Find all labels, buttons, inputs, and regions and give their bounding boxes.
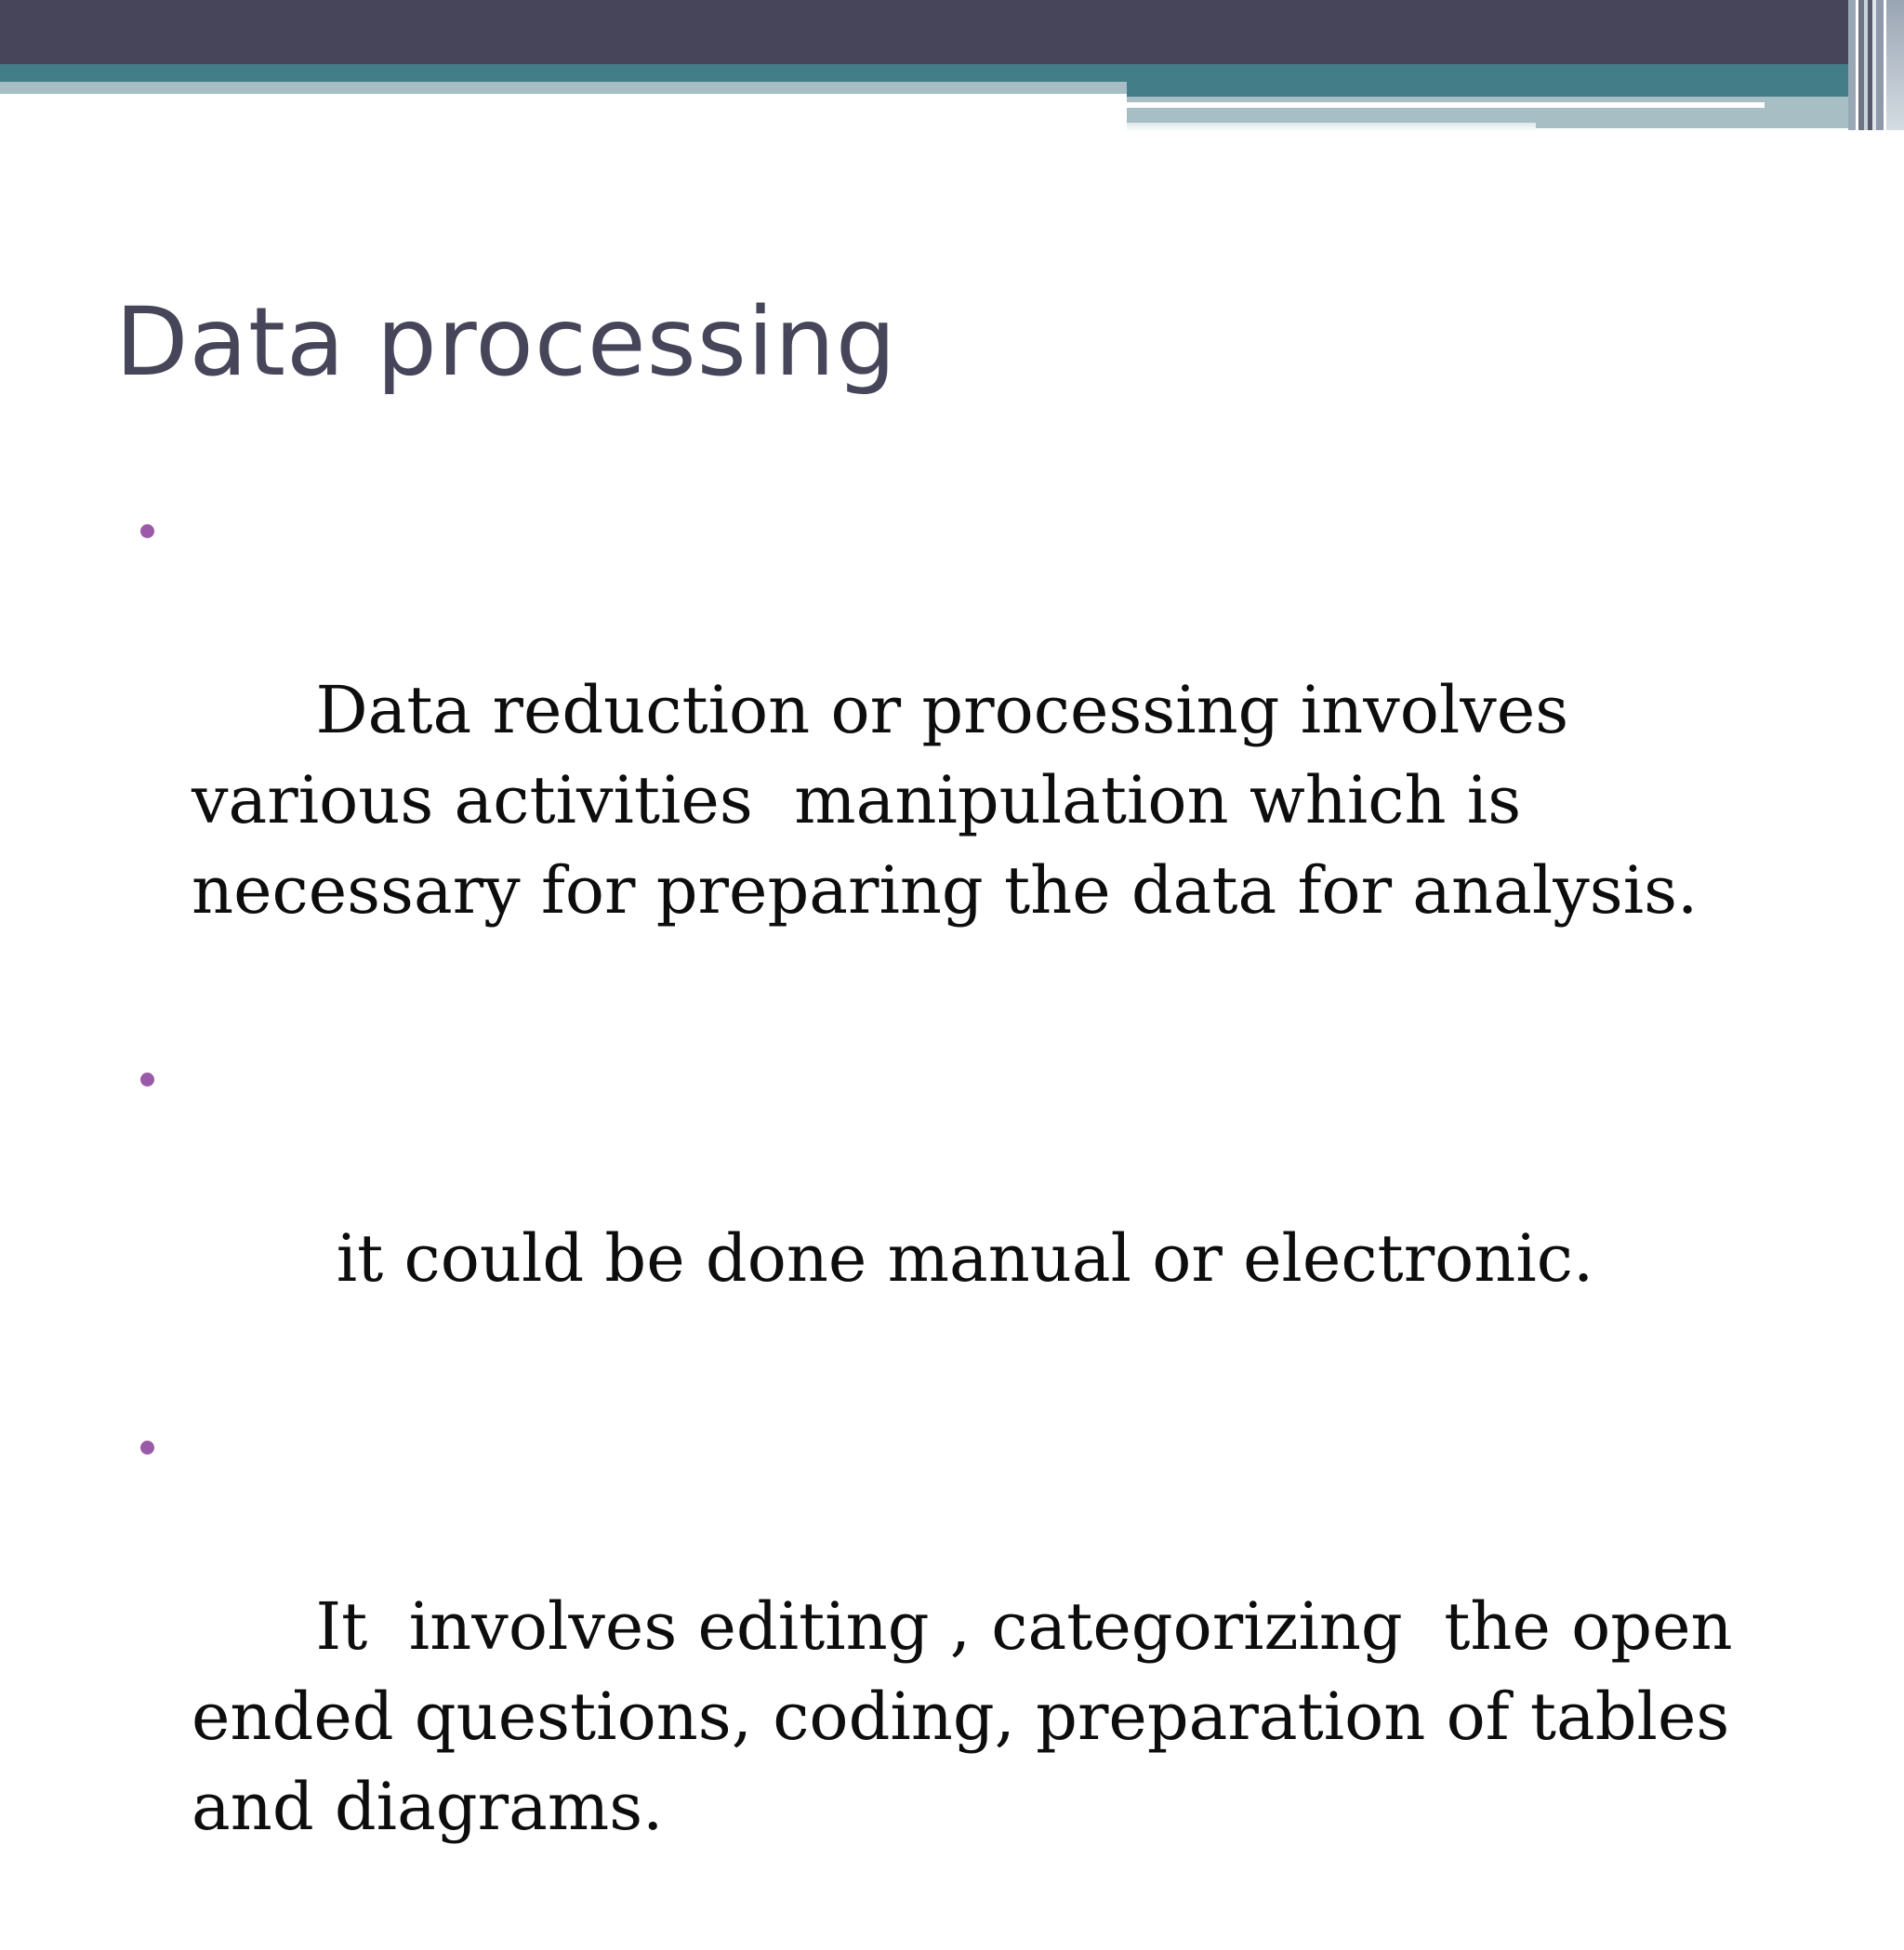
bullet-item — [138, 1402, 1811, 1943]
header-step-light-lower — [1127, 112, 1536, 123]
header-step-fade — [1127, 123, 1536, 132]
bullet-text: It involves editing , categorizing the open ended questions, coding, preparation of tables and diagrams. — [192, 1588, 1753, 1845]
header-band-teal — [0, 64, 1904, 82]
bullet-item — [138, 1034, 1811, 1394]
header-step-divider — [1127, 102, 1765, 108]
header-step-teal — [1127, 82, 1904, 97]
slide-title: Data processing — [115, 287, 897, 398]
header-band-dark — [0, 0, 1904, 64]
header-edge-strips — [1848, 0, 1904, 130]
bullet-dot-icon — [140, 1441, 154, 1455]
bullet-item — [138, 485, 1811, 1026]
bullet-text: it could be done manual or electronic. — [315, 1220, 1594, 1297]
bullet-dot-icon — [140, 1073, 154, 1087]
header-band-light — [0, 82, 1127, 94]
bullet-text: Data reduction or processing involves various activities manipulation which is necessary for preparing the data for analysis. — [192, 672, 1699, 929]
bullet-list — [138, 485, 1811, 1950]
bullet-dot-icon — [140, 524, 154, 538]
